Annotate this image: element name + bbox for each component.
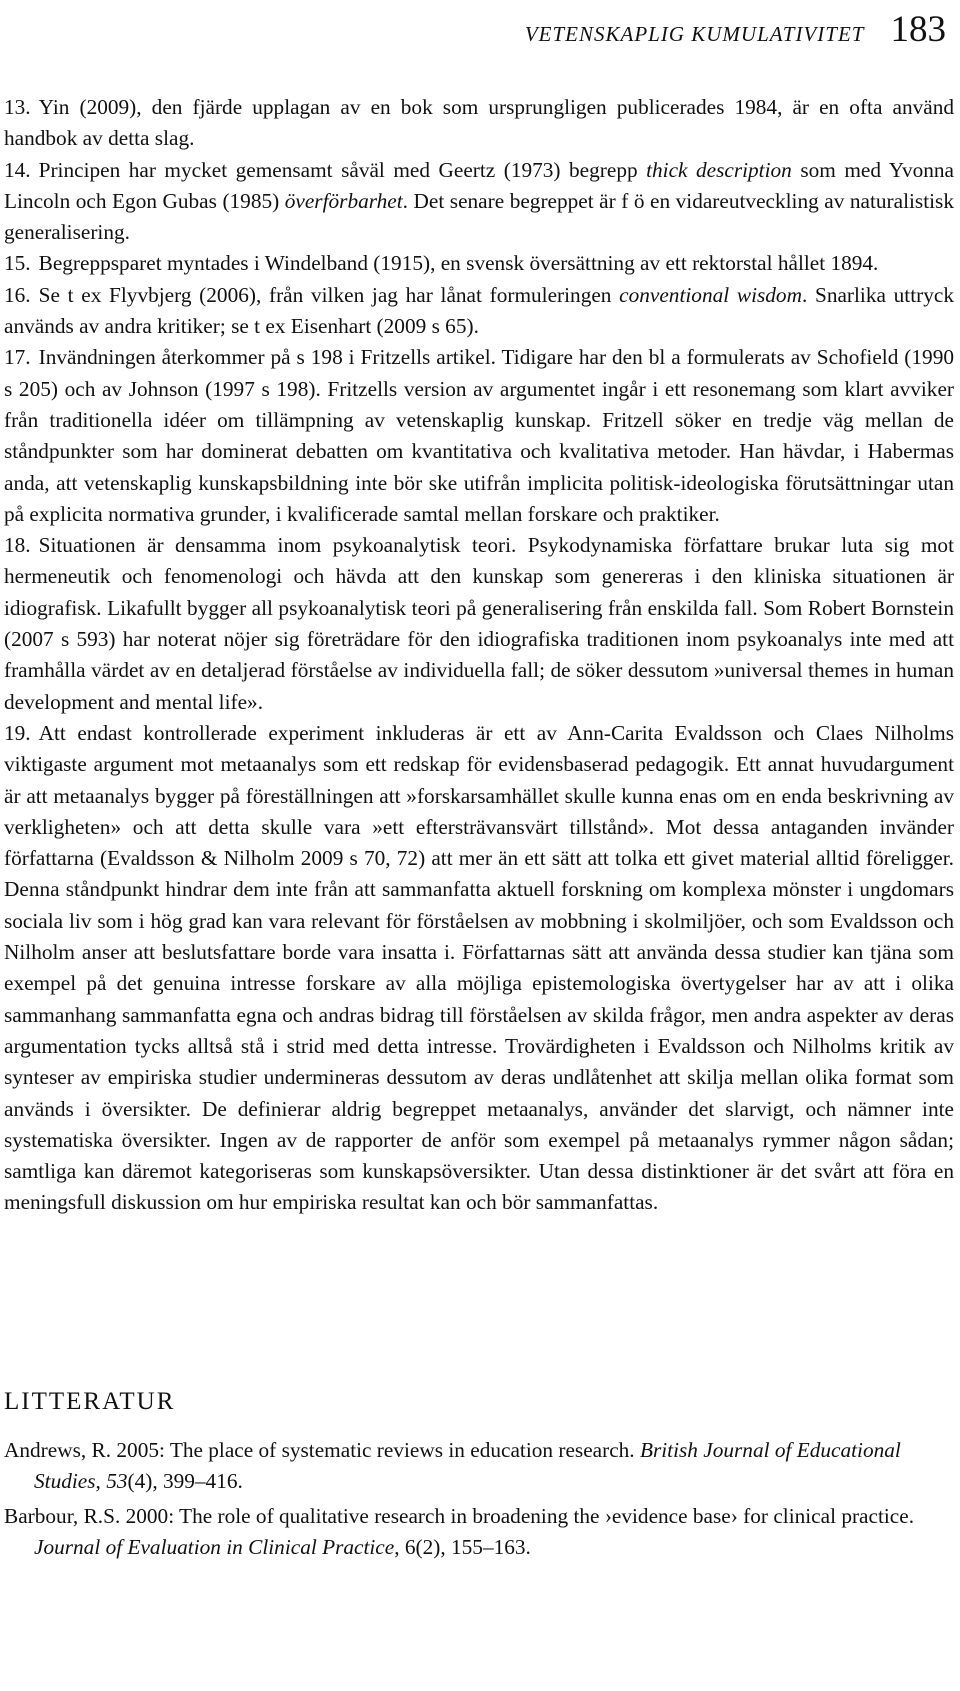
endnote-number: 19. bbox=[4, 720, 31, 745]
endnote bbox=[4, 718, 954, 1219]
endnote-number: 14. bbox=[4, 157, 31, 182]
text-run: Att endast kontrollerade experiment inkluderas är ett av Ann-Carita Evaldsson och Claes Nilholms viktigaste argument mot metaanalys som ett redskap för evidensbaserad pedagogik. Ett annat huvudargument är att metaanalys bygger på föreställningen att »forskarsamhället skulle kunna enas om en enda beskrivning av verkligheten» och att detta skulle vara »ett eftersträvansvärt tillstånd». Mot dessa antaganden invänder författarna (Evaldsson & Nilholm 2009 s 70, 72) att mer än ett sätt att tolka ett givet material alltid föreligger. Denna ståndpunkt hindrar dem inte från att sammanfatta aktuell forskning om komplexa mönster i ungdomars sociala liv som i hög grad kan vara relevant för förståelsen av mobbning i skolmiljöer, och som Evaldsson och Nilholm anser att beslutsfattare borde vara insatta i. Författarnas sätt att använda dessa studier kan tjäna som exempel på det genuina intresse forskare av alla möjliga epistemologiska övertygelser har av att i olika sammanhang sammanfatta egna och andras bidrag till förståelsen av skilda frågor, men andra aspekter av deras argumentation tycks alltså stå i strid med detta intresse. Trovärdigheten i Evaldsson och Nilholms kritik av synteser av empiriska studier undermineras dessutom av deras undlåtenhet att skilja mellan olika format som används i översikter. De definierar aldrig begreppet metaanalys, använder det slarvigt, och nämner inte systematiska översikter. Ingen av de rapporter de anför som exempel på metaanalys rymmer någon sådan; samtliga kan däremot kategoriseras som kunskapsöversikter. Utan dessa distinktioner är det svårt att föra en meningsfull diskussion om hur empiriska resultat kan och bör sammanfattas. bbox=[4, 720, 954, 1215]
endnote bbox=[4, 342, 954, 530]
italic-text: Journal of Evaluation in Clinical Practice bbox=[34, 1534, 395, 1559]
text-run: . Det senare begreppet är f ö en vidareutveckling av naturalistisk generalisering. bbox=[4, 188, 954, 245]
text-run: . Snarlika uttryck används av andra kritiker; se t ex Eisenhart (2009 s 65). bbox=[4, 282, 954, 339]
text-run: Begreppsparet myntades i Windelband (1915), en svensk översättning av ett rektorstal hållet 1894. bbox=[38, 251, 879, 276]
text-run: som med Yvonna Lincoln och Egon Gubas (1985) bbox=[4, 157, 954, 213]
endnote-number: 18. bbox=[4, 533, 31, 558]
references-heading: LITTERATUR bbox=[4, 1388, 176, 1415]
running-head bbox=[525, 8, 946, 51]
running-title: VETENSKAPLIG KUMULATIVITET bbox=[524, 22, 865, 46]
text-run: , 6(2), 155–163. bbox=[394, 1534, 531, 1559]
endnote-number: 16. bbox=[4, 282, 31, 307]
endnote bbox=[4, 248, 954, 279]
page-number: 183 bbox=[890, 9, 946, 50]
endnote-number: 15. bbox=[4, 251, 31, 276]
reference-entry bbox=[4, 1435, 954, 1498]
italic-text: conventional wisdom bbox=[619, 282, 802, 307]
text-run: Situationen är densamma inom psykoanalytisk teori. Psykodynamiska författare brukar luta sig mot hermeneutik och fenomenologi och hävda att den kunskap som genereras i den kliniska situationen är idiografisk. Likafullt bygger all psykoanalytisk teori på generalisering från enskilda fall. Som Robert Bornstein (2007 s 593) har noterat nöjer sig företrädare för den idiografiska traditionen inom psykoanalys inte med att framhålla värdet av en detaljerad förståelse av individuella fall; de söker dessutom »universal themes in human development and mental life». bbox=[4, 533, 954, 714]
endnote bbox=[4, 155, 954, 249]
endnotes bbox=[4, 92, 954, 1219]
text-run: Principen har mycket gemensamt såväl med Geertz (1973) begrepp bbox=[38, 157, 647, 182]
italic-text: 53 bbox=[106, 1469, 128, 1494]
text-run: Andrews, R. 2005: The place of systematic reviews in education research. bbox=[4, 1438, 640, 1462]
reference-entry bbox=[4, 1501, 954, 1564]
endnote bbox=[4, 530, 954, 718]
endnote-number: 13. bbox=[4, 95, 31, 119]
italic-text: British Journal of Educational Studies bbox=[34, 1438, 901, 1494]
text-run: (4), 399–416. bbox=[127, 1469, 243, 1494]
text-run: , bbox=[95, 1469, 107, 1494]
reference-list bbox=[4, 1435, 954, 1566]
text-run: Se t ex Flyvbjerg (2006), från vilken jag har lånat formuleringen bbox=[38, 282, 620, 307]
endnote-number: 17. bbox=[4, 345, 31, 370]
endnote bbox=[4, 280, 954, 343]
italic-text: överförbarhet bbox=[284, 188, 403, 213]
text-run: Barbour, R.S. 2000: The role of qualitative research in broadening the ›evidence base› for clinical practice. bbox=[4, 1503, 915, 1528]
text-run: Yin (2009), den fjärde upplagan av en bok som ursprungligen publicerades 1984, är en ofta använd handbok av detta slag. bbox=[4, 95, 954, 151]
italic-text: thick description bbox=[646, 157, 792, 182]
text-run: Invändningen återkommer på s 198 i Fritzells artikel. Tidigare har den bl a formulerats av Schofield (1990 s 205) och av Johnson (1997 s 198). Fritzells version av argumentet ingår i ett resonemang som klart avviker från traditionella idéer om tillämpning av vetenskaplig kunskap. Fritzell söker en tredje väg mellan de ståndpunkter som har dominerat debatten om kvantitativa och kvalitativa metoder. Han hävdar, i Habermas anda, att vetenskaplig kunskapsbildning inte bör ske utifrån implicita politisk-ideologiska förutsättningar utan på explicita normativa grunder, i kvalificerade samtal mellan forskare och praktiker. bbox=[4, 345, 954, 526]
endnote bbox=[4, 92, 954, 155]
